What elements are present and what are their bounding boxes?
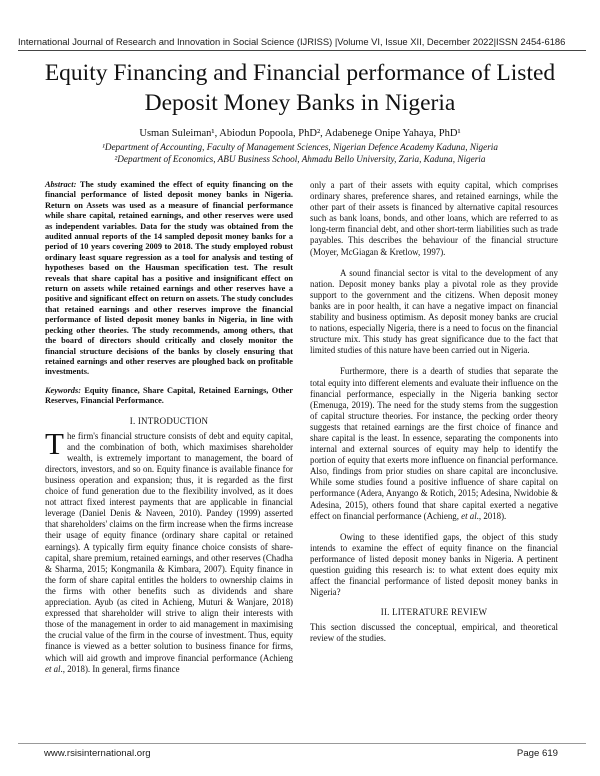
- abstract: [45, 180, 293, 378]
- intro-et-al: et al: [45, 663, 61, 674]
- abstract-label: Abstract:: [45, 180, 77, 189]
- drop-cap: T: [45, 425, 64, 461]
- paper-title: Equity Financing and Financial performance of Listed Deposit Money Banks in Nigeria: [44, 60, 556, 116]
- section-heading-introduction: I. INTRODUCTION: [129, 415, 209, 426]
- abstract-text: The study examined the effect of equity financing on the financial performance of listed deposit money banks in Nigeria. Return on Assets was used as a measure of financial performance while share capital, retained earnings, and other reserves were used as independent variables. Data for the study was obtained from the audited annual reports of the 14 sampled deposit money banks for a period of 10 years covering 2009 to 2018. The study employed robust ordinary least square regression as a tool for analysis and testing of hypotheses based on the Hausman specification test. The result reveals that share capital has a positive and insignificant effect on return on assets while retained earnings and other reserves have a positive and significant effect on return on assets. The study concludes that retained earnings and other reserves improve the financial performance of listed deposit money banks in Nigeria, in line with pecking other theories. The study recommends, among others, that the board of directors should critically and closely monitor the financial structure decisions of the banks by closely ensuring that retained earnings and other reserves are ploughed back on profitable investments.: [45, 180, 293, 377]
- footer-website: www.rsisinternational.org: [44, 748, 151, 759]
- keywords: [45, 386, 293, 407]
- intro-paragraph-1: [45, 425, 293, 675]
- footer-divider: [18, 743, 586, 744]
- right-column: [310, 180, 558, 645]
- affiliation-1: ¹Department of Accounting, Faculty of Management Sciences, Nigerian Defence Academy Kaduna, Nigeria: [102, 142, 498, 152]
- keywords-label: Keywords:: [45, 385, 81, 395]
- affiliation-2: ²Department of Economics, ABU Business School, Ahmadu Bello University, Zaria, Kaduna, Nigeria: [114, 154, 486, 164]
- left-column: [45, 180, 293, 675]
- body-paragraph-3-text: Furthermore, there is a dearth of studies that separate the total equity into different elements and evaluate their influence on the financial performance, especially in the Nigeria banking sector (Emenuga, 2019). The need for the study stems from the suggestion of capital structure theories. For instance, the pecking order theory suggests that retained earnings are the first choice of finance and share capital is the least. In essence, separating the components into internal and external sources of equity may help to identify the portion of equity that exerts more influence on financial performance. Also, findings from prior studies on share capital are inconclusive. While some studies found a positive influence of share capital on performance (Adera, Anyango & Rotich, 2015; Adesina, Nwidobie & Adesina, 2015), others found that share capital exerted a negative effect on financial performance (Achieng,: [310, 366, 558, 521]
- body-paragraph-3: [310, 366, 558, 521]
- body-paragraph-1: only a part of their assets with equity capital, which comprises ordinary shares, preference shares, and retained earnings, while the other part of their assets is financed by alternative capital resources such as bank loans, bonds, and other loans, which are referred to as long-term financial debt, and other short-term liabilities such as trade payables. This describes the behaviour of the financial structure (Moyer, McGiagan & Kretlow, 1997).: [310, 180, 558, 257]
- journal-header: International Journal of Research and Innovation in Social Science (IJRISS) |Volume VI, Issue XII, December 2022|ISSN 2454-6186: [18, 36, 566, 47]
- body-paragraph-2: A sound financial sector is vital to the development of any nation. Deposit money banks play a pivotal role as they provide support to the government and the citizens. When deposit money banks are in poor health, it can have a negative impact on financial stability and business optimism. As deposit money banks are crucial to nations, especially Nigeria, there is a need to focus on the financial structure mix. This study has great significance due to the fact that limited studies of this nature have been carried out in Nigeria.: [310, 267, 558, 356]
- intro-paragraph-1-tail: ., 2018). In general, firms finance: [60, 663, 180, 674]
- intro-paragraph-1-text: he firm's financial structure consists of debt and equity capital, and the combination of both, which maximises shareholder wealth, is extremely important to management, the board of directors, investors, and so on. Equity finance is available finance for business operation and expansion; thus, it is regarded as the first choice of fund generation due to the flexibility involved, as it does not attract fixed interest payments that are applicable in financial leverage (Daniel Denis & Naveen, 2010). Pandey (1999) asserted that shareholders' claims on the firm increase when the firms increase their usage of equity finance (ordinary share capital or retained earnings). A typically firm equity finance choice consists of share-capital, share premium, retained earnings, and other reserves (Chadha & Sharma, 2015; Kongmanila & Kimbara, 2007). Equity finance in the form of share capital entitles the holders to ownership claims in the firms with other benefits such as dividends and share appreciation. Ayub (as cited in Achieng, Muturi & Wanjare, 2018) expressed that shareholder will strive to align their interests with those of the management in order to aid management in maximising the crucial value of the firm in the course of investment. Thus, equity finance is viewed as a better solution to business finance for firms, which will aid growth and improve financial performance (Achieng: [45, 430, 293, 663]
- keywords-text: Equity finance, Share Capital, Retained Earnings, Other Reserves, Financial Performance.: [45, 385, 293, 406]
- header-divider: [18, 50, 586, 51]
- literature-paragraph-1: This section discussed the conceptual, empirical, and theoretical review of the studies.: [310, 622, 558, 644]
- body-paragraph-4: Owing to these identified gaps, the object of this study intends to examine the effect of equity finance on the financial performance of listed deposit money banks in Nigeria. A pertinent question guiding this research is: to what extent does equity mix affect the financial performance of listed deposit money banks in Nigeria?: [310, 531, 558, 598]
- footer-page-number: Page 619: [516, 748, 558, 759]
- body-paragraph-3-tail: ., 2018).: [476, 510, 507, 521]
- body-et-al: et al: [461, 510, 477, 521]
- author-list: Usman Suleiman¹, Abiodun Popoola, PhD², Adabenege Onipe Yahaya, PhD¹: [139, 128, 461, 139]
- section-heading-literature-review: II. LITERATURE REVIEW: [380, 607, 488, 618]
